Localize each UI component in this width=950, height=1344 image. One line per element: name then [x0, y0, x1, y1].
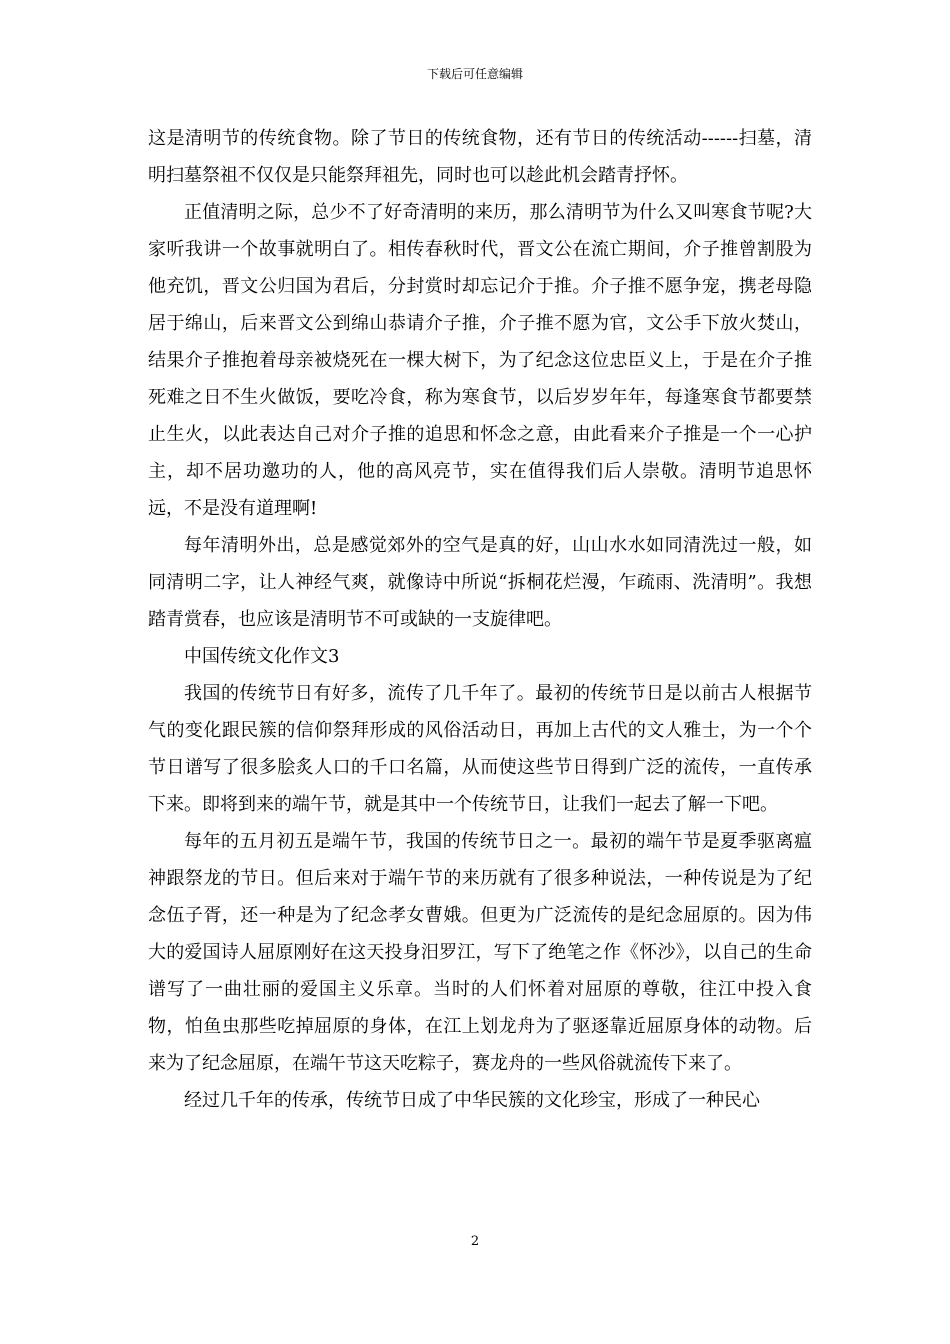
paragraph-1: 这是清明节的传统食物。除了节日的传统食物，还有节日的传统活动------扫墓，清明扫墓祭祖不仅仅是只能祭拜祖先，同时也可以趁此机会踏青抒怀。 [148, 128, 812, 186]
paragraph-6: 经过几千年的传承，传统节日成了中华民簇的文化珍宝，形成了一种民心 [184, 1090, 760, 1111]
paragraph-2: 正值清明之际，总少不了好奇清明的来历，那么清明节为什么又叫寒食节呢?大家听我讲一个故事就明白了。相传春秋时代，晋文公在流亡期间，介子推曾割股为他充饥，晋文公归国为君后，分封赏时却忘记介于推。介子推不愿争宠，携老母隐居于绵山，后来晋文公到绵山恭请介子推，介子推不愿为官，文公手下放火焚山，结果介子推抱着母亲被烧死在一棵大树下，为了纪念这位忠臣义上，于是在介子推死难之日不生火做饭，要吃冷食，称为寒食节，以后岁岁年年，每逢寒食节都要禁止生火，以此表达自己对介子推的追思和怀念之意，由此看来介子推是一个一心护主，却不居功邀功的人，他的高风亮节，实在值得我们后人崇敬。清明节追思怀远，不是没有道理啊! [148, 202, 812, 519]
paragraph-3: 每年清明外出，总是感觉郊外的空气是真的好，山山水水如同清洗过一般，如同清明二字，让人神经气爽，就像诗中所说“拆桐花烂漫，乍疏雨、洗清明”。我想踏青赏春，也应该是清明节不可或缺的一支旋律吧。 [148, 535, 812, 630]
page-header: 下载后可任意编辑 [426, 67, 523, 81]
paragraph-4: 我国的传统节日有好多，流传了几千年了。最初的传统节日是以前古人根据节气的变化跟民簇的信仰祭拜形成的风俗活动日，再加上古代的文人雅士，为一个个节日谱写了很多脍炙人口的千口名篇，从而使这些节日得到广泛的流传，一直传承下来。即将到来的端午节，就是其中一个传统节日，让我们一起去了解一下吧。 [148, 683, 812, 815]
section-heading: 中国传统文化作文3 [184, 646, 340, 667]
paragraph-5: 每年的五月初五是端午节，我国的传统节日之一。最初的端午节是夏季驱离瘟神跟祭龙的节日。但后来对于端午节的来历就有了很多种说法，一种传说是为了纪念伍子胥，还一种是为了纪念孝女曹娥。但更为广泛流传的是纪念屈原的。因为伟大的爱国诗人屈原刚好在这天投身汨罗江，写下了绝笔之作《怀沙》，以自己的生命谱写了一曲壮丽的爱国主义乐章。当时的人们怀着对屈原的尊敬，往江中投入食物，怕鱼虫那些吃掉屈原的身体，在江上划龙舟为了驱逐靠近屈原身体的动物。后来为了纪念屈原，在端午节这天吃粽子，赛龙舟的一些风俗就流传下来了。 [148, 831, 812, 1074]
page-number: 2 [470, 1234, 480, 1249]
document-body [148, 120, 812, 1119]
